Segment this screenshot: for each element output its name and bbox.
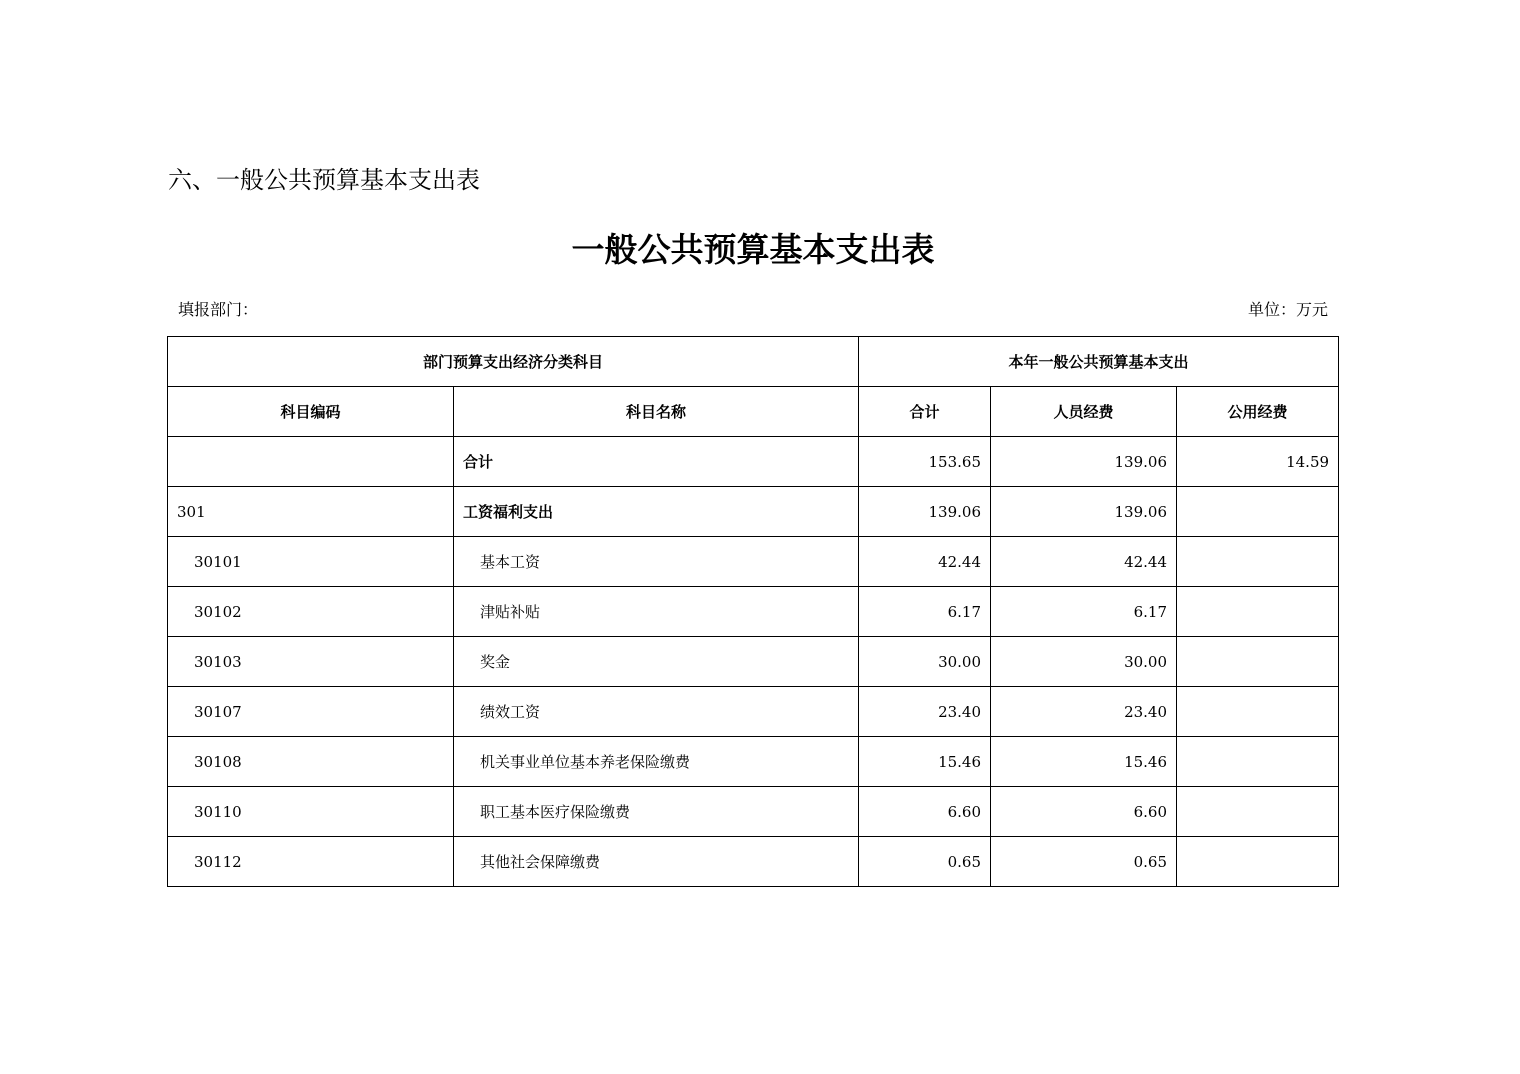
cell-personnel: 139.06 (991, 437, 1177, 487)
table-row (168, 587, 1339, 637)
table-row (168, 487, 1339, 537)
cell-code: 30101 (168, 537, 454, 587)
cell-name: 工资福利支出 (454, 487, 859, 537)
cell-code: 30112 (168, 837, 454, 887)
cell-name: 合计 (454, 437, 859, 487)
cell-personnel: 6.60 (991, 787, 1177, 837)
table-row (168, 687, 1339, 737)
cell-total: 139.06 (859, 487, 991, 537)
cell-personnel: 6.17 (991, 587, 1177, 637)
cell-code: 30110 (168, 787, 454, 837)
column-header-public: 公用经费 (1177, 387, 1339, 437)
group-header-row (168, 337, 1339, 387)
cell-public: 14.59 (1177, 437, 1339, 487)
cell-public (1177, 587, 1339, 637)
cell-code: 30103 (168, 637, 454, 687)
column-header-row (168, 387, 1339, 437)
cell-code: 30108 (168, 737, 454, 787)
cell-name: 津贴补贴 (454, 587, 859, 637)
column-header-code: 科目编码 (168, 387, 454, 437)
cell-personnel: 139.06 (991, 487, 1177, 537)
table-row (168, 537, 1339, 587)
table-row-total (168, 437, 1339, 487)
cell-personnel: 15.46 (991, 737, 1177, 787)
cell-name: 奖金 (454, 637, 859, 687)
cell-public (1177, 537, 1339, 587)
column-header-name: 科目名称 (454, 387, 859, 437)
cell-total: 153.65 (859, 437, 991, 487)
cell-total: 30.00 (859, 637, 991, 687)
cell-total: 15.46 (859, 737, 991, 787)
column-header-total: 合计 (859, 387, 991, 437)
group-header-expenditure: 本年一般公共预算基本支出 (859, 337, 1339, 387)
table-row (168, 737, 1339, 787)
cell-personnel: 23.40 (991, 687, 1177, 737)
cell-total: 23.40 (859, 687, 991, 737)
cell-public (1177, 637, 1339, 687)
cell-code: 30102 (168, 587, 454, 637)
cell-name: 基本工资 (454, 537, 859, 587)
cell-name: 职工基本医疗保险缴费 (454, 787, 859, 837)
cell-total: 6.60 (859, 787, 991, 837)
table-row (168, 787, 1339, 837)
cell-public (1177, 837, 1339, 887)
group-header-classification: 部门预算支出经济分类科目 (168, 337, 859, 387)
cell-total: 6.17 (859, 587, 991, 637)
unit-label: 单位：万元 (1247, 300, 1328, 319)
cell-code: 30107 (168, 687, 454, 737)
cell-total: 42.44 (859, 537, 991, 587)
cell-personnel: 30.00 (991, 637, 1177, 687)
cell-public (1177, 737, 1339, 787)
cell-personnel: 42.44 (991, 537, 1177, 587)
cell-code: 301 (168, 487, 454, 537)
cell-public (1177, 487, 1339, 537)
budget-table (167, 336, 1339, 887)
cell-public (1177, 687, 1339, 737)
document-title: 一般公共预算基本支出表 (571, 230, 935, 269)
cell-personnel: 0.65 (991, 837, 1177, 887)
table-row (168, 637, 1339, 687)
cell-public (1177, 787, 1339, 837)
cell-name: 其他社会保障缴费 (454, 837, 859, 887)
cell-name: 机关事业单位基本养老保险缴费 (454, 737, 859, 787)
cell-code (168, 437, 454, 487)
column-header-personnel: 人员经费 (991, 387, 1177, 437)
cell-total: 0.65 (859, 837, 991, 887)
fill-department-label: 填报部门： (178, 300, 259, 319)
cell-name: 绩效工资 (454, 687, 859, 737)
section-heading: 六、一般公共预算基本支出表 (168, 166, 480, 194)
table-row (168, 837, 1339, 887)
